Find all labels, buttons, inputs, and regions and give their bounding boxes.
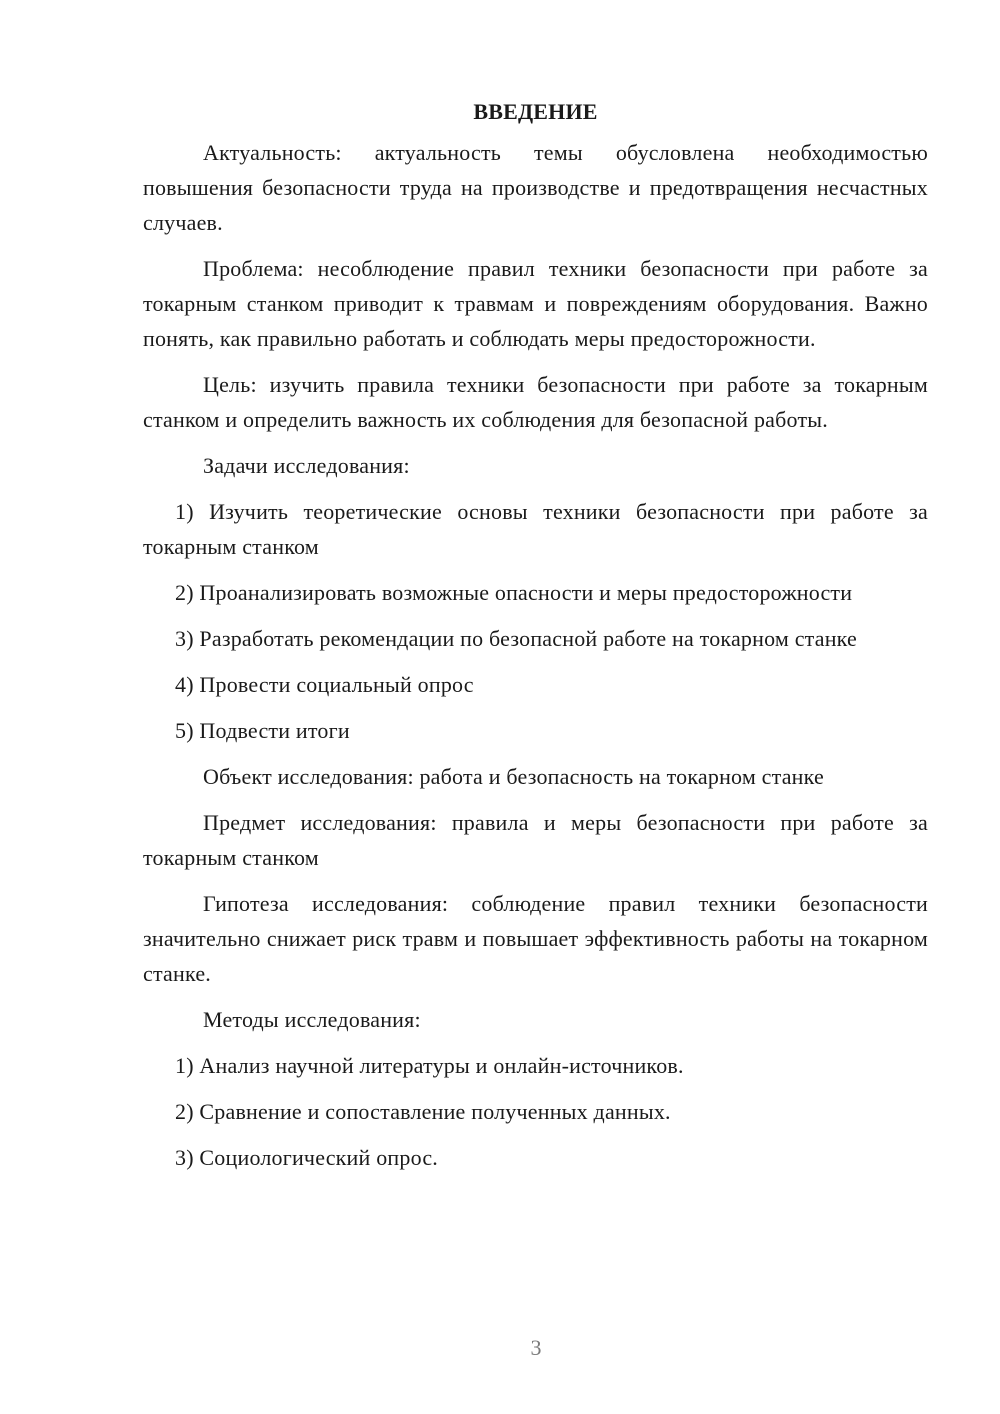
object-paragraph: Объект исследования: работа и безопасность на токарном станке (203, 764, 824, 789)
method-item: 1) Анализ научной литературы и онлайн-источников. (175, 1053, 684, 1078)
task-item: 5) Подвести итоги (175, 718, 350, 743)
section-title: ВВЕДЕНИЕ (473, 99, 598, 124)
method-item: 2) Сравнение и сопоставление полученных данных. (175, 1099, 671, 1124)
methods-heading: Методы исследования: (203, 1007, 421, 1032)
method-item: 3) Социологический опрос. (175, 1145, 438, 1170)
page-number: 3 (530, 1335, 542, 1360)
subject-paragraph: Предмет исследования: правила и меры безопасности при работе за токарным станком (143, 810, 928, 870)
document-body (143, 94, 928, 1186)
task-item: 1) Изучить теоретические основы техники безопасности при работе за токарным станком (143, 499, 928, 559)
problem-paragraph: Проблема: несоблюдение правил техники безопасности при работе за токарным станком приводит к травмам и повреждениям оборудования. Важно понять, как правильно работать и соблюдать меры предосторожности. (143, 256, 928, 351)
hypothesis-paragraph: Гипотеза исследования: соблюдение правил техники безопасности значительно снижает риск травм и повышает эффективность работы на токарном станке. (143, 891, 928, 986)
tasks-heading: Задачи исследования: (203, 453, 410, 478)
task-item: 3) Разработать рекомендации по безопасной работе на токарном станке (175, 626, 857, 651)
task-item: 4) Провести социальный опрос (175, 672, 474, 697)
relevance-paragraph: Актуальность: актуальность темы обусловлена необходимостью повышения безопасности труда на производстве и предотвращения несчастных случаев. (143, 140, 928, 235)
task-item: 2) Проанализировать возможные опасности и меры предосторожности (175, 580, 853, 605)
goal-paragraph: Цель: изучить правила техники безопасности при работе за токарным станком и определить важность их соблюдения для безопасной работы. (143, 372, 928, 432)
